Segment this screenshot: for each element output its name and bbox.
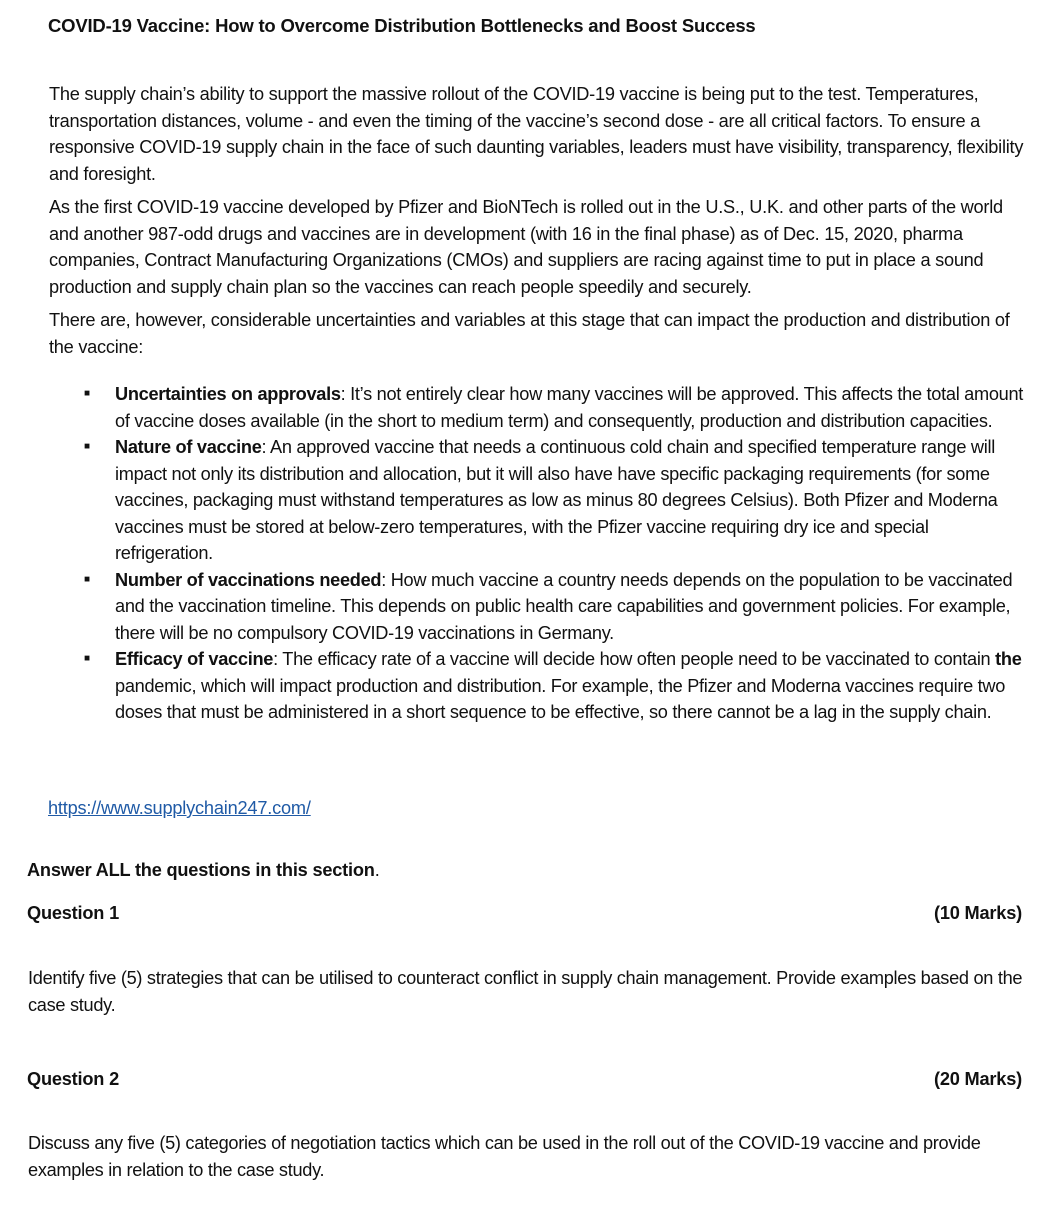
list-item-approvals bbox=[0, 381, 1050, 434]
question-marks: (10 Marks) bbox=[934, 903, 1022, 923]
bullet-text: : An approved vaccine that needs a continuous cold chain and specified temperature range will impact not only its distribution and allocation, but it will also have have specific packaging requirements (for some vaccines, packaging must withstand temperatures as low as minus 80 degrees Celsius). Both Pfizer and Moderna vaccines must be stored at below-zero temperatures, with the Pfizer vaccine requiring dry ice and special refrigeration. bbox=[115, 437, 998, 563]
bullet-text: : How much vaccine a country needs depends on the population to be vaccinated and the vaccination timeline. This depends on public health care capabilities and government policies. For example, there will be no compulsory COVID-19 vaccinations in Germany. bbox=[115, 569, 1013, 643]
question-1-heading bbox=[27, 900, 1022, 927]
list-item-nature bbox=[0, 434, 1050, 567]
bullet-bold-word: the bbox=[995, 649, 1022, 669]
question-2-heading bbox=[27, 1066, 1022, 1093]
question-label: Question 1 bbox=[27, 903, 119, 923]
question-marks: (20 Marks) bbox=[934, 1069, 1022, 1089]
bullet-heading: Uncertainties on approvals bbox=[115, 384, 341, 404]
question-label: Question 2 bbox=[27, 1069, 119, 1089]
bullet-text: pandemic, which will impact production and distribution. For example, the Pfizer and Moderna vaccines require two doses that must be administered in a short sequence to be effective, so there cannot be a lag in the supply chain. bbox=[115, 675, 1006, 722]
intro-paragraph-1: The supply chain’s ability to support the massive rollout of the COVID-19 vaccine is being put to the test. Temperatures, transportation distances, volume - and even the timing of the vaccine’s second dose - are all critical factors. To ensure a responsive COVID-19 supply chain in the face of such daunting variables, leaders must have visibility, transparency, flexibility and foresight. bbox=[49, 84, 1024, 184]
square-bullet-icon: ■ bbox=[84, 388, 90, 399]
instructions-tail: . bbox=[374, 860, 380, 880]
square-bullet-icon: ■ bbox=[84, 573, 90, 585]
intro-paragraph-3: There are, however, considerable uncertainties and variables at this stage that can impact the production and distribution of the vaccine: bbox=[49, 310, 1010, 357]
question-1-text: Identify five (5) strategies that can be utilised to counteract conflict in supply chain management. Provide examples based on the case study. bbox=[28, 968, 1023, 1015]
question-2-text: Discuss any five (5) categories of negotiation tactics which can be used in the roll out of the COVID-19 vaccine and provide examples in relation to the case study. bbox=[28, 1133, 981, 1180]
source-link[interactable]: https://www.supplychain247.com/ bbox=[48, 798, 311, 818]
bullet-text: : It’s not entirely clear how many vaccines will be approved. This affects the total amount of vaccine doses available (in the short to medium term) and consequently, production and distribution capacities. bbox=[115, 384, 1024, 431]
intro-paragraph-2: As the first COVID-19 vaccine developed by Pfizer and BioNTech is rolled out in the U.S., U.K. and other parts of the world and another 987-odd drugs and vaccines are in development (with 16 in the final phase) as of Dec. 15, 2020, pharma companies, Contract Manufacturing Organizations (CMOs) and suppliers are racing against time to put in place a sound production and supply chain plan so the vaccines can reach people speedily and securely. bbox=[49, 197, 1003, 297]
bullet-heading: Number of vaccinations needed bbox=[115, 569, 382, 590]
instructions-bold: Answer ALL the questions in this section bbox=[27, 860, 375, 880]
bullet-text: : The efficacy rate of a vaccine will decide how often people need to be vaccinated to contain bbox=[273, 649, 996, 669]
bullet-heading: Efficacy of vaccine bbox=[115, 649, 274, 669]
document-title: COVID-19 Vaccine: How to Overcome Distribution Bottlenecks and Boost Success bbox=[48, 15, 756, 36]
square-bullet-icon: ■ bbox=[84, 653, 90, 664]
bullet-heading: Nature of vaccine bbox=[115, 437, 262, 457]
factors-list bbox=[0, 381, 1050, 726]
instructions bbox=[27, 857, 380, 884]
square-bullet-icon: ■ bbox=[84, 441, 90, 452]
list-item-vaccinations-needed bbox=[0, 567, 1050, 647]
list-item-efficacy bbox=[0, 646, 1050, 726]
